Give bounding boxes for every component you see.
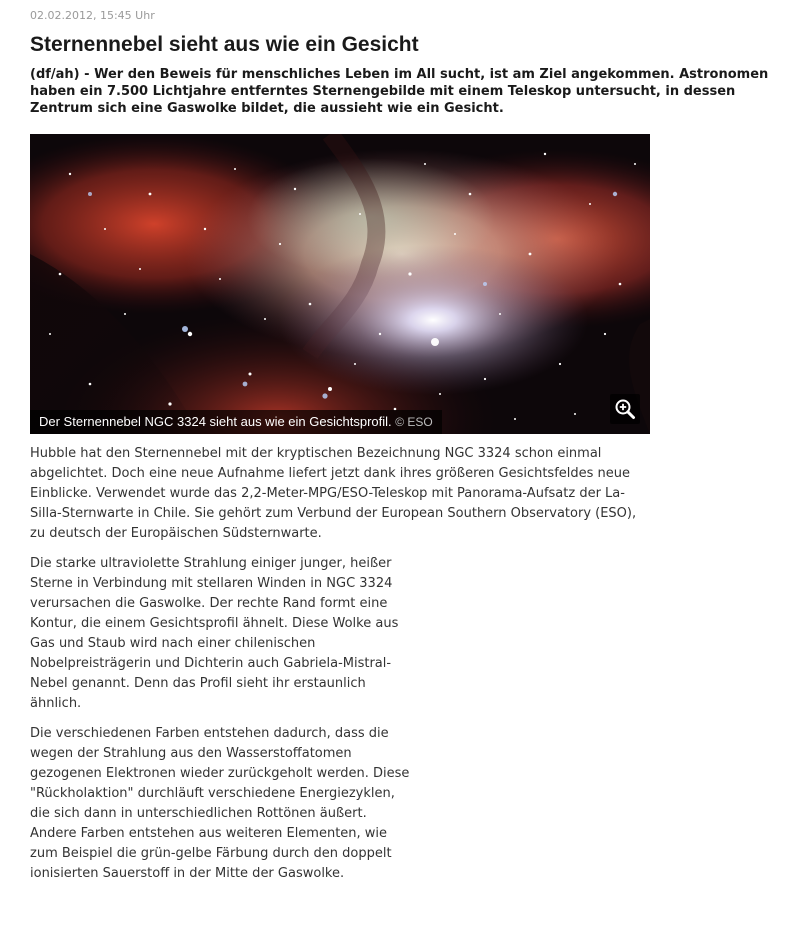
article-title: Sternennebel sieht aus wie ein Gesicht — [30, 33, 419, 56]
article-lead: (df/ah) - Wer den Beweis für menschliches Leben im All sucht, ist am Ziel angekommen. Astronomen haben ein 7.500 Lichtjahre entferntes Sternengebilde mit einem Teleskop untersucht, in dessen Zentrum sich eine Gaswolke bildet, die aussieht wie ein Gesicht. — [30, 67, 769, 116]
magnifier-plus-icon — [614, 398, 636, 420]
article-date: 02.02.2012, 15:45 Uhr — [30, 9, 155, 22]
zoom-button[interactable] — [610, 394, 640, 424]
article-paragraph: Hubble hat den Sternennebel mit der kryptischen Bezeichnung NGC 3324 schon einmal abgelichtet. Doch eine neue Aufnahme liefert jetzt dank ihres größeren Gesichtsfeldes neue Einblicke. Verwendet wurde das 2,2-Meter-MPG/ESO-Teleskop mit Panorama-Aufsatz der La-Silla-Sternwarte in Chile. Sie gehört zum Verbund der European Southern Observatory (ESO), zu deutsch der Europäischen Südsternwarte. — [30, 446, 637, 541]
article-paragraph: Die verschiedenen Farben entstehen dadurch, dass die wegen der Strahlung aus den Wasserstoffatomen gezogenen Elektronen wieder zurückgeholt werden. Diese "Rückholaktion" durchläuft verschiedene Energiezyklen, die sich dann in unterschiedlichen Rottönen äußert. Andere Farben entstehen aus weiteren Elementen, wie zum Beispiel die grün-gelbe Färbung durch den doppelt ionisierten Sauerstoff in der Mitte der Gaswolke. — [30, 726, 410, 881]
image-credit: © ESO — [395, 415, 433, 429]
article-paragraph: Die starke ultraviolette Strahlung einiger junger, heißer Sterne in Verbindung mit stellaren Winden in NGC 3324 verursachen die Gaswolke. Der rechte Rand formt eine Kontur, die einem Gesichtsprofil ähnelt. Diese Wolke aus Gas und Staub wird nach einer chilenischen Nobelpreisträgerin und Dichterin auch Gabriela-Mistral-Nebel genannt. Denn das Profil sieht ihr erstaunlich ähnlich. — [30, 556, 399, 711]
nebula-image — [30, 134, 650, 434]
article-image[interactable] — [30, 134, 650, 434]
image-caption — [30, 410, 442, 434]
image-caption-text: Der Sternennebel NGC 3324 sieht aus wie ein Gesichtsprofil. — [39, 414, 392, 429]
